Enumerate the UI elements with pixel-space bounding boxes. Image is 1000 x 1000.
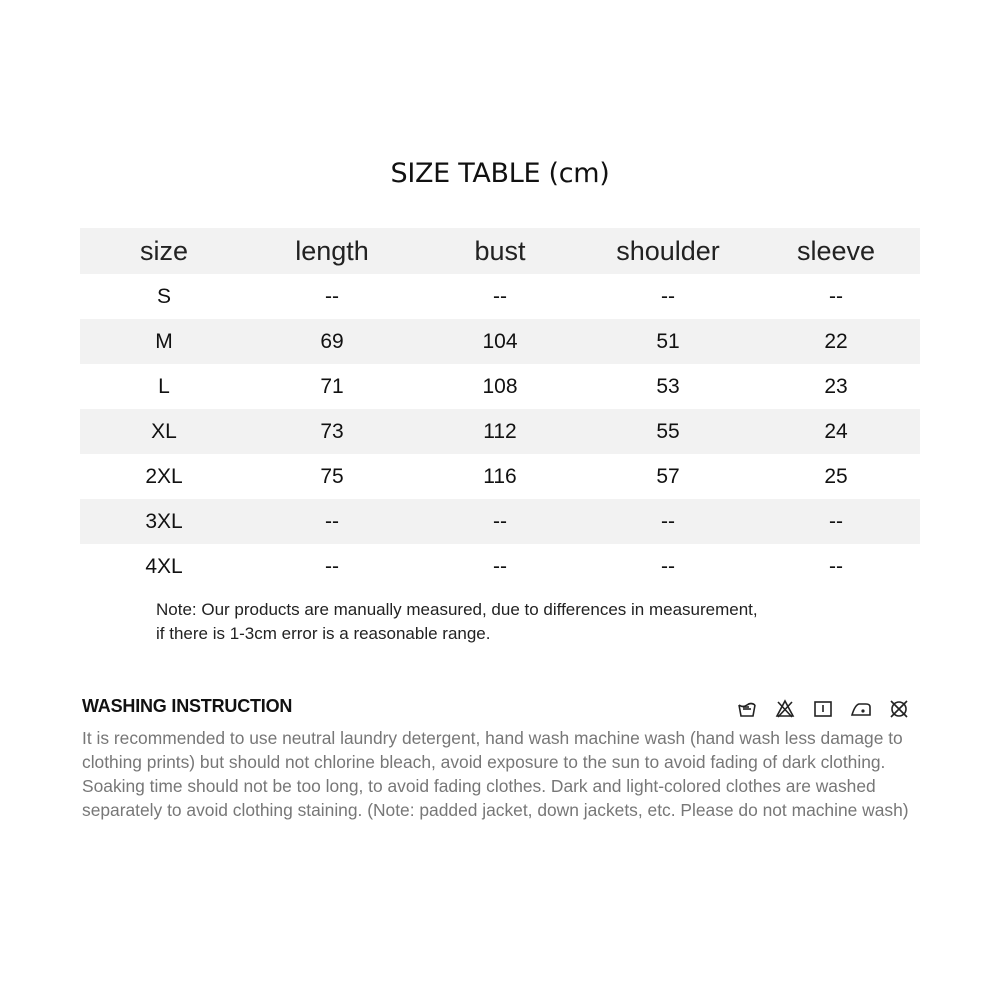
hand-wash-icon	[736, 698, 758, 720]
iron-icon	[850, 698, 872, 720]
table-cell: --	[325, 554, 339, 578]
table-header-row	[80, 228, 920, 274]
table-cell: --	[325, 284, 339, 308]
table-cell: 53	[656, 374, 680, 398]
table-cell: --	[493, 509, 507, 533]
column-header-shoulder: shoulder	[616, 235, 720, 266]
measurement-note	[156, 598, 916, 646]
table-cell: --	[829, 554, 843, 578]
table-cell: 75	[320, 464, 344, 488]
size-table	[80, 228, 920, 589]
table-cell: 112	[483, 419, 517, 443]
washing-instruction-text: It is recommended to use neutral laundry detergent, hand wash machine wash (hand wash less damage to clothing prints) but should not chlorine bleach, avoid exposure to the sun to avoid fading of dark clothing. Soaking time should not be too long, to avoid fading clothes. Dark and light-colored clothes are washed separately to avoid clothing staining. (Note: padded jacket, down jackets, etc. Please do not machine wash)	[82, 728, 909, 820]
table-cell: 104	[482, 329, 518, 353]
column-header-size: size	[139, 235, 188, 266]
column-header-sleeve: sleeve	[796, 235, 876, 266]
table-cell: --	[661, 509, 675, 533]
table-cell: 2XL	[145, 464, 183, 488]
table-cell: --	[325, 509, 339, 533]
table-cell: 69	[320, 329, 344, 353]
table-row	[80, 454, 920, 499]
table-row	[80, 319, 920, 364]
table-cell: --	[661, 284, 675, 308]
table-cell: 23	[824, 374, 848, 398]
table-cell: --	[829, 509, 843, 533]
table-cell: L	[158, 374, 170, 398]
table-cell: 73	[320, 419, 344, 443]
table-cell: --	[493, 554, 507, 578]
table-row	[80, 364, 920, 409]
table-cell: 108	[482, 374, 518, 398]
table-row	[80, 274, 920, 319]
table-cell: --	[661, 554, 675, 578]
table-cell: 3XL	[145, 509, 183, 533]
table-row	[80, 499, 920, 544]
column-header-length: length	[295, 235, 369, 266]
do-not-dry-clean-icon	[888, 698, 910, 720]
washing-instruction-title: WASHING INSTRUCTION	[82, 696, 293, 716]
table-cell: 22	[824, 329, 848, 353]
table-cell: 116	[483, 464, 517, 488]
column-header-bust: bust	[474, 235, 526, 266]
table-cell: --	[493, 284, 507, 308]
table-row	[80, 409, 920, 454]
table-row	[80, 544, 920, 589]
table-cell: S	[156, 284, 171, 308]
table-cell: 55	[656, 419, 680, 443]
note-line-1: Note: Our products are manually measured, due to differences in measurement,	[156, 600, 758, 619]
table-cell: 24	[824, 419, 848, 443]
table-cell: M	[155, 329, 173, 353]
table-cell: 4XL	[145, 554, 183, 578]
table-cell: --	[829, 284, 843, 308]
table-cell: 71	[320, 374, 344, 398]
note-line-2: if there is 1-3cm error is a reasonable range.	[156, 624, 491, 643]
table-cell: 25	[824, 464, 848, 488]
do-not-bleach-icon	[774, 698, 796, 720]
table-cell: XL	[151, 419, 177, 443]
table-cell: 51	[656, 329, 680, 353]
page-title: SIZE TABLE (cm)	[390, 158, 610, 189]
table-cell: 57	[656, 464, 680, 488]
care-icons	[736, 697, 910, 721]
drip-dry-icon	[812, 698, 834, 720]
